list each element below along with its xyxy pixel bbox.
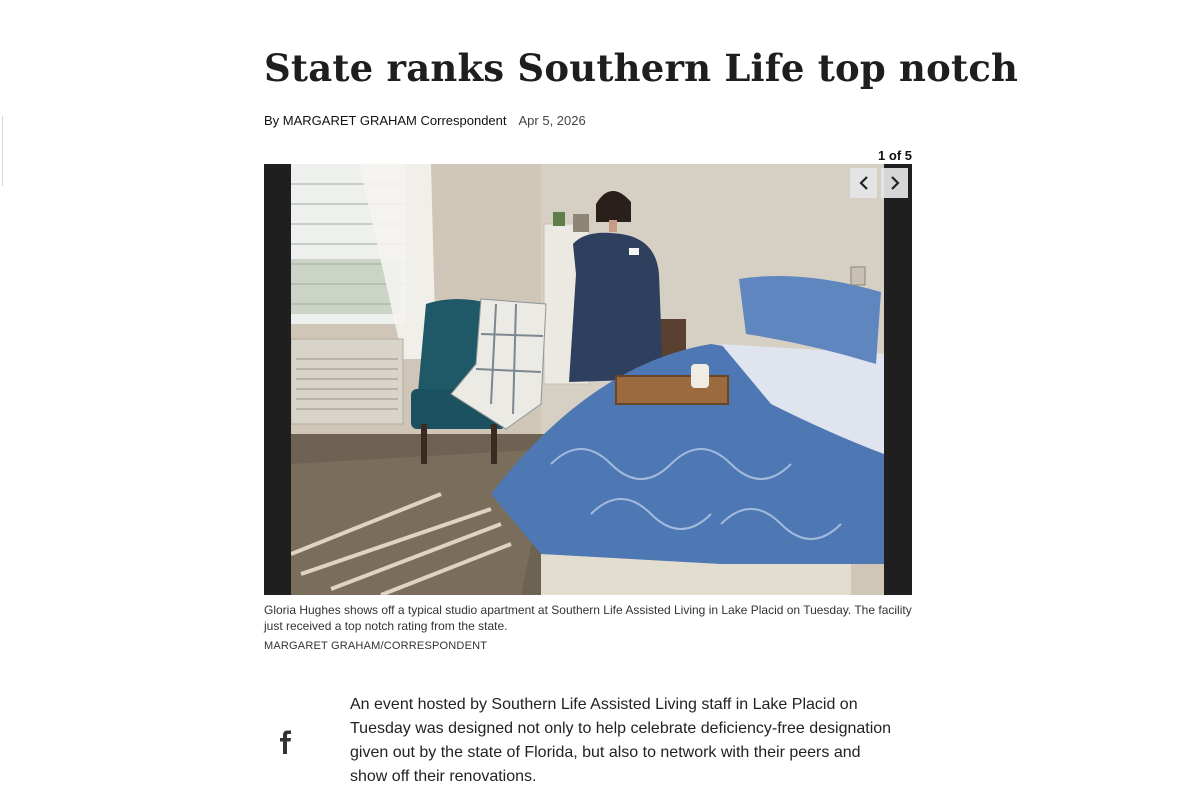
chevron-left-icon <box>858 175 870 191</box>
gallery-photo[interactable] <box>291 164 884 595</box>
chevron-right-icon <box>889 175 901 191</box>
photo-caption: Gloria Hughes shows off a typical studio apartment at Southern Life Assisted Living in Lake Placid on Tuesday. The facility just received a top notch rating from the state. <box>264 603 912 633</box>
paragraph: An event hosted by Southern Life Assisted Living staff in Lake Placid on Tuesday was designed not only to help celebrate deficiency-free designation given out by the state of Florida, but also to network with their peers and show off their renovations. <box>350 696 892 785</box>
photo-credit: MARGARET GRAHAM/CORRESPONDENT <box>264 640 488 652</box>
gallery-counter: 1 of 5 <box>878 148 912 163</box>
facebook-icon <box>277 730 295 754</box>
gallery-prev-button[interactable] <box>850 168 877 198</box>
article-title: State ranks Southern Life top notch <box>264 46 1019 90</box>
publish-date: Apr 5, 2026 <box>518 113 586 128</box>
author[interactable]: By MARGARET GRAHAM Correspondent <box>264 113 507 128</box>
byline <box>264 113 586 128</box>
article-body <box>350 693 895 789</box>
side-tab[interactable] <box>0 116 3 186</box>
photo-gallery[interactable] <box>264 164 912 595</box>
facebook-share-button[interactable] <box>277 730 295 754</box>
gallery-next-button[interactable] <box>881 168 908 198</box>
